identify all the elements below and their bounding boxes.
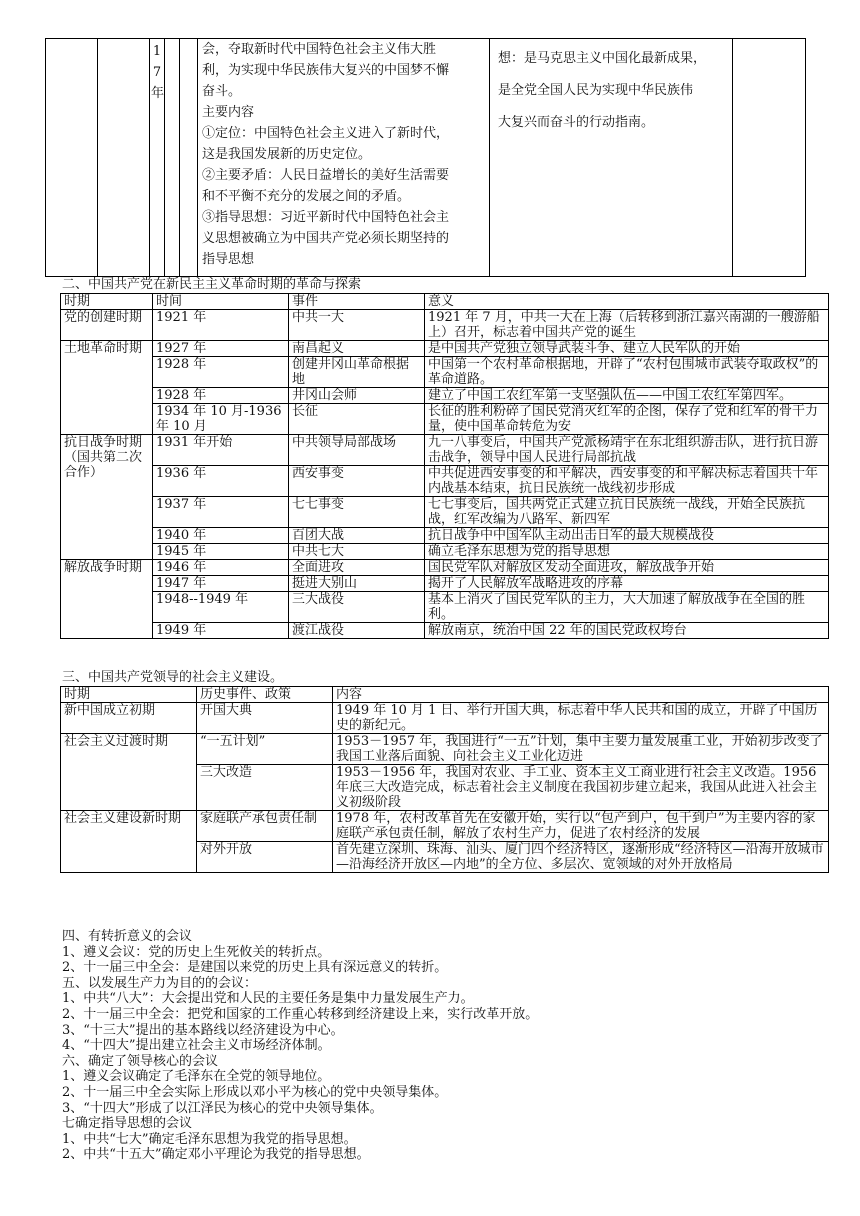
event-cell: 中共一大 xyxy=(289,310,425,341)
text-line: 这是我国发展新的历史定位。 xyxy=(202,147,372,162)
table-row xyxy=(61,623,829,639)
text-line: 和不平衡不充分的发展之间的矛盾。 xyxy=(202,189,411,204)
text-line: 指导思想 xyxy=(202,252,255,267)
content-cell: 1953－1956 年，我国对农业、手工业、资本主义工商业进行社会主义改造。1956 年底三大改造完成，标志着社会主义制度在我国初步建立起来，我国从此进入社会主义初级阶段 xyxy=(333,765,829,811)
header-content: 内容 xyxy=(333,687,829,703)
period-cell: 党的创建时期 xyxy=(61,310,153,341)
content-cell: 1949 年 10 月 1 日、举行开国大典，标志着中华人民共和国的成立，开辟了中国历史的新纪元。 xyxy=(333,703,829,734)
note-heading: 五、以发展生产力为目的的会议： xyxy=(62,975,258,991)
note-line: 2、中共“十五大”确定邓小平理论为我党的指导思想。 xyxy=(62,1147,370,1163)
note-line: 3、“十三大”提出的基本路线以经济建设为中心。 xyxy=(62,1022,344,1038)
meaning-cell: 国民党军队对解放区发动全面进攻，解放战争开始 xyxy=(425,560,829,576)
text-line: 义思想被确立为中国共产党必须长期坚持的 xyxy=(202,231,450,246)
time-cell: 1949 年 xyxy=(153,623,289,639)
meaning-cell: 长征的胜利粉碎了国民党消灭红军的企图，保存了党和红军的骨干力量，使中国革命转危为安 xyxy=(425,404,829,435)
event-cell: 渡江战役 xyxy=(289,623,425,639)
meaning-cell: 九一八事变后，中国共产党派杨靖宇在东北组织游击队，进行抗日游击战争，领导中国人民进行局部抗战 xyxy=(425,435,829,466)
note-line: 1、遵义会议确定了毛泽东在全党的领导地位。 xyxy=(62,1069,331,1085)
empty-cell xyxy=(733,39,806,277)
time-cell: 1928 年 xyxy=(153,357,289,388)
table-row xyxy=(61,341,829,357)
period-cell: 土地革命时期 xyxy=(61,341,153,435)
meaning-cell: 是中国共产党独立领导武装斗争、建立人民军队的开始 xyxy=(425,341,829,357)
meaning-cell: 中国第一个农村革命根据地，开辟了“农村包围城市武装夺取政权”的革命道路。 xyxy=(425,357,829,388)
table-row xyxy=(61,576,829,592)
revolution-table xyxy=(60,293,829,639)
text-line: 想：是马克思主义中国化最新成果， xyxy=(498,51,707,66)
table-row xyxy=(61,560,829,576)
top-table xyxy=(45,38,806,277)
empty-cell xyxy=(165,39,180,277)
time-cell: 1945 年 xyxy=(153,544,289,560)
event-cell: 井冈山会师 xyxy=(289,388,425,404)
time-cell: 1948--1949 年 xyxy=(153,592,289,623)
header-time: 时间 xyxy=(153,294,289,310)
time-cell: 1940 年 xyxy=(153,528,289,544)
table-row xyxy=(61,544,829,560)
empty-cell xyxy=(98,39,150,277)
note-line: 2、十一届三中全会：是建国以来党的历史上具有深远意义的转折。 xyxy=(62,960,448,976)
period-cell: 社会主义建设新时期 xyxy=(61,811,197,873)
section3-title: 三、中国共产党领导的社会主义建设。 xyxy=(62,670,284,685)
table-row xyxy=(61,734,829,765)
meaning-cell: 七七事变后，国共两党正式建立抗日民族统一战线，开始全民族抗战，红军改编为八路军、新四军 xyxy=(425,497,829,528)
guiding-thought-cell xyxy=(490,39,733,277)
table-row xyxy=(61,310,829,341)
event-cell: 三大改造 xyxy=(197,765,333,811)
event-cell: 长征 xyxy=(289,404,425,435)
event-cell: 七七事变 xyxy=(289,497,425,528)
event-cell: 中共领导局部战场 xyxy=(289,435,425,466)
table-row xyxy=(61,388,829,404)
meaning-cell: 中共促进西安事变的和平解决，西安事变的和平解决标志着国共十年内战基本结束，抗日民族统一战线初步形成 xyxy=(425,466,829,497)
time-cell: 1921 年 xyxy=(153,310,289,341)
table-row xyxy=(61,357,829,388)
meaning-cell: 揭开了人民解放军战略进攻的序幕 xyxy=(425,576,829,592)
time-cell: 1937 年 xyxy=(153,497,289,528)
time-cell: 1928 年 xyxy=(153,388,289,404)
note-line: 2、十一届三中全会实际上形成以邓小平为核心的党中央领导集体。 xyxy=(62,1084,448,1100)
time-cell: 1946 年 xyxy=(153,560,289,576)
text-line: 奋斗。 xyxy=(202,84,242,99)
meaning-cell: 确立毛泽东思想为党的指导思想 xyxy=(425,544,829,560)
event-cell: 中共七大 xyxy=(289,544,425,560)
period-cell: 抗日战争时期（国共第二次合作） xyxy=(61,435,153,560)
empty-cell xyxy=(180,39,198,277)
period-cell: 新中国成立初期 xyxy=(61,703,197,734)
time-cell: 1934 年 10 月-1936 年 10 月 xyxy=(153,404,289,435)
text-line: 是全党全国人民为实现中华民族伟 xyxy=(498,83,694,98)
meaning-cell: 基本上消灭了国民党军队的主力，大大加速了解放战争在全国的胜利。 xyxy=(425,592,829,623)
event-cell: 西安事变 xyxy=(289,466,425,497)
time-cell: 1927 年 xyxy=(153,341,289,357)
notes-section xyxy=(62,929,538,1163)
content-cell: 1978 年，农村改革首先在安徽开始，实行以“包产到户，包干到户”为主要内容的家庭联产承包责任制，解放了农村生产力，促进了农村经济的发展 xyxy=(333,811,829,842)
event-cell: 全面进攻 xyxy=(289,560,425,576)
meaning-cell: 建立了中国工农红军第一支坚强队伍——中国工农红军第四军。 xyxy=(425,388,829,404)
note-line: 3、“十四大”形成了以江泽民为核心的党中央领导集体。 xyxy=(62,1100,383,1116)
meaning-cell: 抗日战争中中国军队主动出击日军的最大规模战役 xyxy=(425,528,829,544)
header-meaning: 意义 xyxy=(425,294,829,310)
event-cell: 创建井冈山革命根据地 xyxy=(289,357,425,388)
note-heading: 七确定指导思想的会议 xyxy=(62,1116,193,1132)
note-heading: 六、确定了领导核心的会议 xyxy=(62,1053,219,1069)
event-cell: 南昌起义 xyxy=(289,341,425,357)
main-content-cell xyxy=(198,39,490,277)
table-row xyxy=(61,592,829,623)
text-line: 利，为实现中华民族伟大复兴的中国梦不懈 xyxy=(202,63,450,78)
event-cell: 三大战役 xyxy=(289,592,425,623)
content-cell: 首先建立深圳、珠海、汕头、厦门四个经济特区，逐渐形成“经济特区—沿海开放城市—沿海经济开放区—内地”的全方位、多层次、宽领域的对外开放格局 xyxy=(333,842,829,873)
time-cell: 1931 年开始 xyxy=(153,435,289,466)
note-line: 1、中共“八大”：大会提出党和人民的主要任务是集中力量发展生产力。 xyxy=(62,991,474,1007)
note-line: 4、“十四大”提出建立社会主义市场经济体制。 xyxy=(62,1038,331,1054)
table-row xyxy=(61,466,829,497)
content-cell: 1953－1957 年，我国进行“一五”计划，集中主要力量发展重工业，开始初步改变了我国工业落后面貌、向社会主义工业化迈进 xyxy=(333,734,829,765)
event-cell: “一五计划” xyxy=(197,734,333,765)
event-cell: 对外开放 xyxy=(197,842,333,873)
header-event: 历史事件、政策 xyxy=(197,687,333,703)
text-line: 大复兴而奋斗的行动指南。 xyxy=(498,115,655,130)
text-line: ②主要矛盾：人民日益增长的美好生活需要 xyxy=(202,168,450,183)
event-cell: 百团大战 xyxy=(289,528,425,544)
header-event: 事件 xyxy=(289,294,425,310)
year-text: 17年 xyxy=(151,44,165,101)
event-cell: 挺进大别山 xyxy=(289,576,425,592)
note-heading: 四、有转折意义的会议 xyxy=(62,929,193,944)
period-cell: 解放战争时期 xyxy=(61,560,153,639)
header-period: 时期 xyxy=(61,687,197,703)
text-line: 主要内容 xyxy=(202,105,255,120)
empty-cell xyxy=(46,39,98,277)
note-line: 1、中共“七大”确定毛泽东思想为我党的指导思想。 xyxy=(62,1131,357,1147)
section2-title: 二、中国共产党在新民主主义革命时期的革命与探索 xyxy=(62,277,362,292)
text-line: ①定位：中国特色社会主义进入了新时代， xyxy=(202,126,450,141)
event-cell: 开国大典 xyxy=(197,703,333,734)
meaning-cell: 解放南京，统治中国 22 年的国民党政权垮台 xyxy=(425,623,829,639)
table-row xyxy=(61,404,829,435)
header-period: 时期 xyxy=(61,294,153,310)
text-line: 会，夺取新时代中国特色社会主义伟大胜 xyxy=(202,42,437,57)
table-row xyxy=(61,811,829,842)
note-line: 1、遵义会议：党的历史上生死攸关的转折点。 xyxy=(62,944,331,960)
text-line: ③指导思想：习近平新时代中国特色社会主 xyxy=(202,210,450,225)
time-cell: 1936 年 xyxy=(153,466,289,497)
time-cell: 1947 年 xyxy=(153,576,289,592)
table-row xyxy=(61,528,829,544)
meaning-cell: 1921 年 7 月，中共一大在上海（后转移到浙江嘉兴南湖的一艘游船上）召开，标志着中国共产党的诞生 xyxy=(425,310,829,341)
table-row xyxy=(61,703,829,734)
period-cell: 社会主义过渡时期 xyxy=(61,734,197,811)
year-cell xyxy=(150,39,165,277)
note-line: 2、十一届三中全会：把党和国家的工作重心转移到经济建设上来，实行改革开放。 xyxy=(62,1006,539,1022)
table-row xyxy=(61,435,829,466)
event-cell: 家庭联产承包责任制 xyxy=(197,811,333,842)
construction-table xyxy=(60,686,829,873)
table-row xyxy=(61,497,829,528)
